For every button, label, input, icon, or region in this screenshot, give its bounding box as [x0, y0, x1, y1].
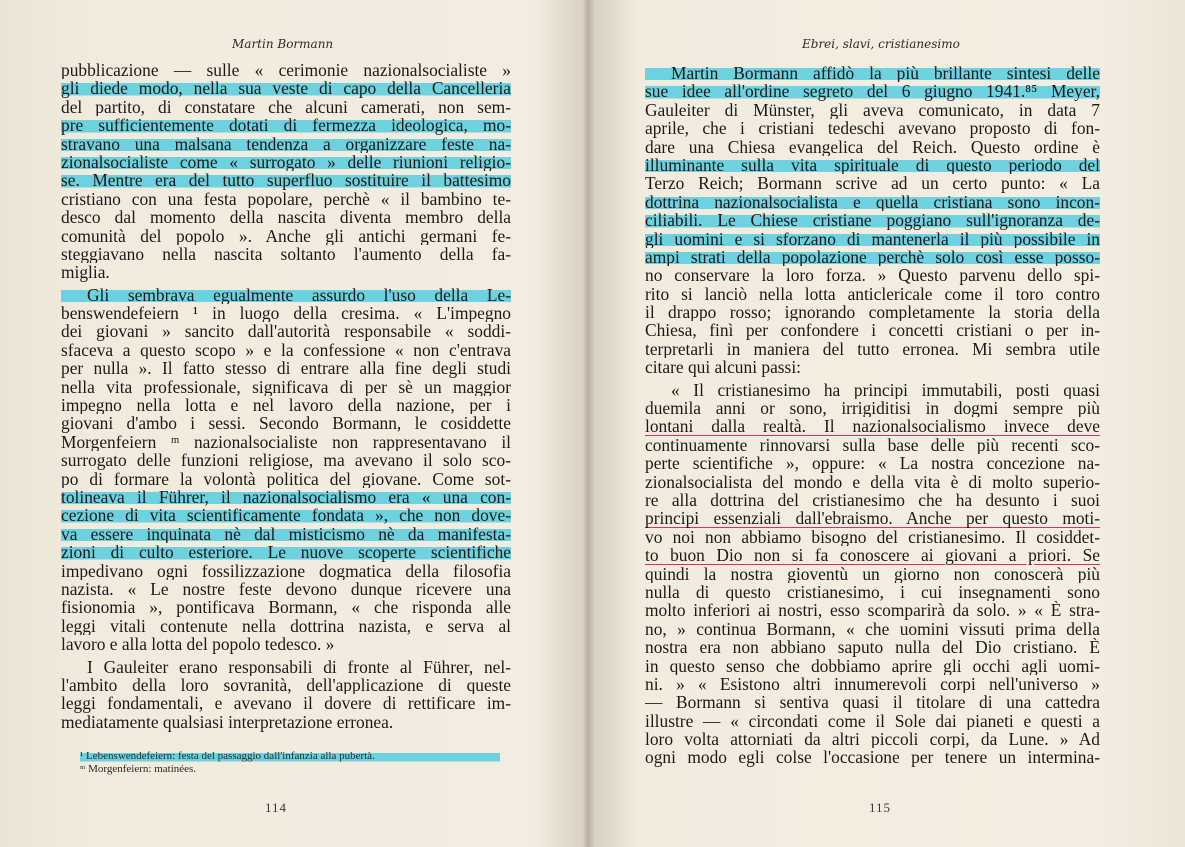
text-line-highlighted: sue idee all'ordine segreto del 6 giugno 1941.⁸⁵ Meyer,: [645, 82, 1100, 101]
text-line: Chiesa, finì per confondere i concetti cristiani o per in-: [645, 321, 1100, 340]
footnote: ¹ Lebenswendefeiern: festa del passaggio dall'infanzia alla pubertà.: [80, 750, 500, 763]
text-line: leggi vitali contenute nella dottrina nazista, e serva al: [61, 616, 511, 636]
footnotes: [80, 750, 500, 776]
text-line: re alla dottrina del cristianesimo che ha desunto i suoi: [645, 490, 1100, 510]
text-line-underlined: vo noi non abbiamo bisogno del cristianesimo. Il cosiddet-: [645, 527, 1100, 547]
text-line: Morgenfeiern ᵐ nazionalsocialiste non rappresentavano il: [61, 432, 511, 452]
text-line: steggiavano nella nascita soltanto l'aumento della fa-: [61, 244, 511, 264]
text-line: citare qui alcuni passi:: [645, 357, 801, 378]
text-line: desco dal momento della nascita diventa membro della: [61, 208, 511, 227]
text-line-highlighted: zionalsocialiste come « surrogato » delle riunioni religio-: [61, 152, 511, 172]
text-line: impegno nella lotta e nel lavoro della nazione, per i: [61, 396, 511, 415]
text-line-highlighted: ampi strati della popolazione perchè solo così esse posso-: [645, 247, 1100, 267]
text-line: dei giovani » sancito dall'autorità responsabile « soddi-: [61, 322, 511, 341]
text-line: po di formare la volontà politica del giovane. Come sot-: [61, 469, 511, 488]
text-line: l'ambito della loro sovranità, dell'applicazione di queste: [61, 675, 511, 695]
text-line: no conservare la loro forza. » Questo parvenu dello spi-: [645, 266, 1100, 285]
text-line-highlighted: tolineava il Führer, il nazionalsocialismo era « una con-: [61, 487, 511, 507]
text-line: per nulla ». Il fatto stesso di entrare alla fine degli studi: [61, 359, 511, 378]
text-line: I Gauleiter erano responsabili di fronte al Führer, nel-: [87, 657, 511, 676]
text-line-underlined: lontani dalla realtà. Il nazionalsocialismo invece deve: [645, 417, 1100, 436]
text-line: no, » continua Bormann, « che uomini vissuti prima della: [645, 619, 1100, 639]
page-number-left: 114: [265, 800, 288, 815]
text-line: sfaceva a questo scopo » e la confessione « non c'entrava: [61, 340, 511, 360]
text-line: impedivano ogni fossilizzazione dogmatica della filosofia: [61, 561, 511, 580]
text-line: leggi fondamentali, e avevano il dovere di rettificare im-: [61, 694, 511, 713]
text-line-highlighted: stravano una malsana tendenza a organizzare feste na-: [61, 134, 511, 153]
text-line-highlighted: Gli sembrava egualmente assurdo l'uso della Le-: [61, 286, 511, 304]
text-line: cristiano con una festa popolare, perchè « il bambino te-: [61, 189, 511, 209]
text-line-highlighted: zioni di culto esteriore. Le nuove scoperte scientifiche: [61, 543, 511, 562]
text-line: « Il cristianesimo ha principi immutabili, posti quasi: [671, 380, 1100, 400]
text-line-underlined: to buon Dio non si fa conoscere ai giovani a priori. Se: [645, 546, 1100, 565]
text-line: illustre — « circondati come il Sole dai pianeti e questi a: [645, 711, 1100, 731]
text-line: il drappo rosso; ignorando completamente la storia della: [645, 303, 1100, 322]
text-line: ogni modo egli colse l'occasione per tenere un intermina-: [645, 748, 1100, 767]
text-line: perte scientifiche », oppure: « La nostra concezione na-: [645, 454, 1100, 473]
text-line-highlighted: Martin Bormann affidò la più brillante sintesi delle: [645, 64, 1100, 82]
right-page: [592, 0, 1185, 847]
text-line: Terzo Reich; Bormann scrive ad un certo punto: « La: [645, 174, 1100, 193]
text-line-highlighted: dottrina nazionalsocialista e quella cristiana sono incon-: [645, 192, 1100, 212]
running-head-left: Martin Bormann: [232, 37, 334, 51]
text-line-highlighted: gli diede modo, nella sua veste di capo della Cancelleria: [61, 79, 511, 98]
text-line: surrogato delle funzioni religiose, ma avevano il solo sco-: [61, 451, 511, 470]
text-line: Gauleiter di Münster, gli aveva comunicato, in data 7: [645, 100, 1100, 120]
running-head-right: Ebrei, slavi, cristianesimo: [802, 37, 960, 51]
text-line-underlined: ni. » « Esistono altri innumerevoli corpi nell'universo »: [645, 674, 1100, 694]
text-line: nella vita professionale, significava di per sè un maggior: [61, 377, 511, 397]
text-line-highlighted: illuminante sulla vita spirituale di questo periodo del: [645, 155, 1100, 175]
text-line: nazista. « Le nostre feste devono dunque ricevere una: [61, 579, 511, 599]
text-line: rito si lanciò nella lotta anticlericale come il toro contro: [645, 284, 1100, 304]
text-line-highlighted: se. Mentre era del tutto superfluo sostituire il battesimo: [61, 171, 511, 190]
text-line: — Bormann si sentiva quasi il titolare di una cattedra: [645, 693, 1100, 712]
text-line: giovani d'ambo i sessi. Secondo Bormann, le cosiddette: [61, 414, 511, 433]
text-line: miglia.: [61, 262, 110, 283]
text-line: aprile, che i cristiani tedeschi avevano proposto di fon-: [645, 119, 1100, 138]
text-line: loro volta attorniati da altri piccoli corpi, da Lune. » Ad: [645, 730, 1100, 749]
text-line: benswendefeiern ¹ in luogo della cresima. « L'impegno: [61, 304, 511, 323]
text-line-highlighted: cezione di vita scientificamente fondata », che non dove-: [61, 506, 511, 525]
text-line: nostra era non abbiano saputo nulla del Dio cristiano. È: [645, 638, 1100, 657]
page-number-right: 115: [869, 800, 892, 815]
text-line-highlighted: gli uomini e si sforzano di mantenerla il più possibile in: [645, 229, 1100, 248]
text-line: mediatamente qualsiasi interpretazione erronea.: [61, 711, 394, 732]
right-page-body: [645, 64, 1100, 767]
left-page: [0, 0, 592, 847]
text-line-highlighted: pre sufficientemente dotati di fermezza ideologica, mo-: [61, 116, 511, 135]
text-line-highlighted: va essere inquinata nè dal misticismo nè da manifesta-: [61, 524, 511, 544]
text-line: pubblicazione — sulle « cerimonie nazionalsocialiste »: [61, 61, 511, 80]
footnote: ᵐ Morgenfeiern: matinées.: [80, 763, 197, 775]
text-line: duemila anni or sono, irrigiditisi in dogmi sempre più: [645, 399, 1100, 418]
text-line: del partito, di constatare che alcuni camerati, non sem-: [61, 97, 511, 117]
text-line: dare una Chiesa evangelica del Reich. Questo ordine è: [645, 137, 1100, 156]
text-line: in questo senso che dobbiamo aprire gli occhi agli uomi-: [645, 656, 1100, 675]
text-line-highlighted: ciliabili. Le Chiese cristiane poggiano sull'ignoranza de-: [645, 211, 1100, 230]
text-line-underlined: continuamente rinnovarsi sulla base delle più recenti sco-: [645, 435, 1100, 455]
text-line: zionalsocialista del mondo e della vita è di molto superio-: [645, 472, 1100, 491]
text-line-underlined: principi essenziali dall'ebraismo. Anche per questo moti-: [645, 509, 1100, 528]
text-line: comunità del popolo ». Anche gli antichi germani fe-: [61, 226, 511, 245]
text-line: quindi la nostra gioventù un giorno non conoscerà più: [645, 564, 1100, 583]
text-line: fisionomia », pontificava Bormann, « che risponda alle: [61, 598, 511, 617]
text-line: terpretarli in maniera del tutto erronea. Mi sembra utile: [645, 339, 1100, 359]
left-page-body: [61, 61, 511, 731]
text-line: lavoro e alla lotta del popolo tedesco. »: [61, 634, 335, 655]
text-line: nulla di questo cristianesimo, i cui insegnamenti sono: [645, 582, 1100, 602]
text-line: molto inferiori ai nostri, esso scomparirà da solo. » « È stra-: [645, 601, 1100, 620]
